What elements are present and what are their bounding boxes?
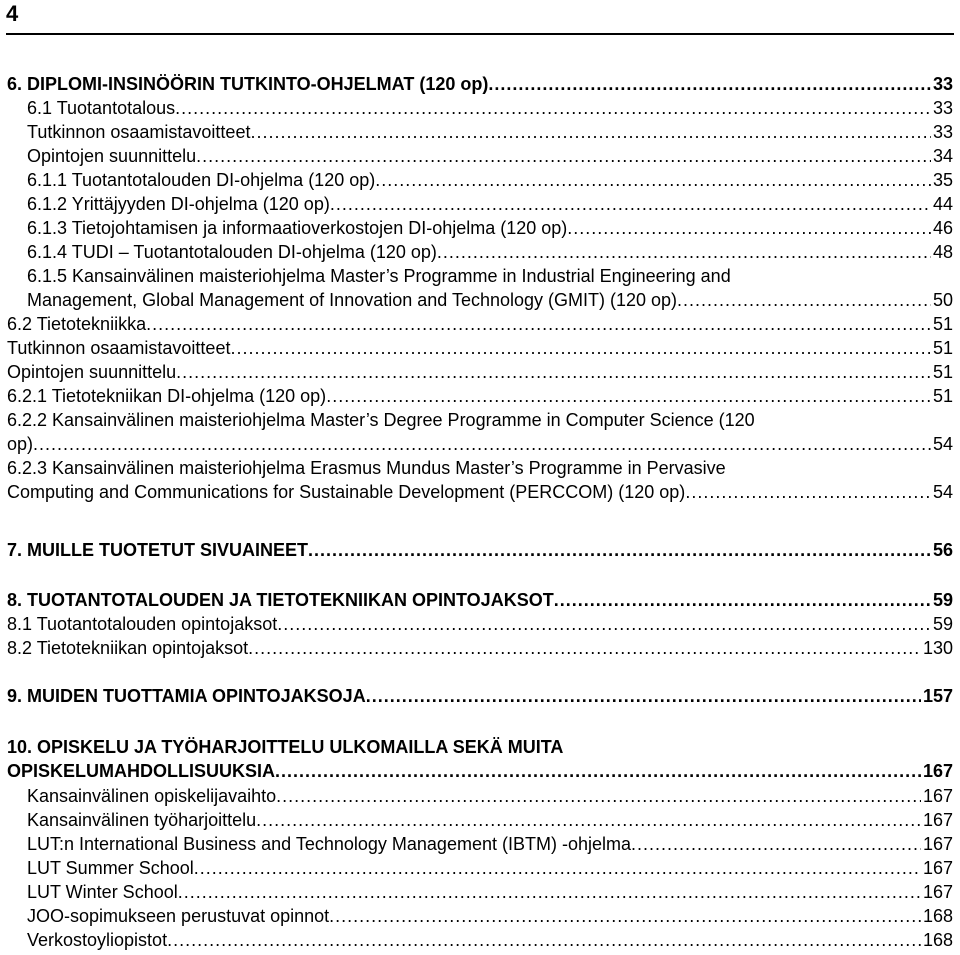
- toc-entry-title: Opintojen suunnittelu: [7, 362, 177, 382]
- dot-leader: [488, 72, 931, 96]
- toc-page-number: 167: [922, 761, 953, 781]
- toc-page-number: 59: [932, 590, 953, 610]
- toc-entry-6-2-3[interactable]: [7, 456, 953, 504]
- dot-leader: [677, 288, 931, 312]
- toc-entry-10-e[interactable]: [27, 880, 953, 904]
- toc-entry-title: JOO-sopimukseen perustuvat opinnot: [27, 906, 330, 926]
- toc-entry-title-line2: op): [7, 434, 34, 454]
- toc-entry-title: 6.2 Tietotekniikka: [7, 314, 147, 334]
- toc-page-number: 33: [932, 122, 953, 142]
- toc-page-number: 157: [922, 686, 953, 706]
- toc-page-number: 59: [932, 614, 953, 634]
- toc-entry-title: LUT Summer School: [27, 858, 194, 878]
- toc-entry-title-line2: Management, Global Management of Innovation and Technology (GMIT) (120 op): [27, 290, 678, 310]
- dot-leader: [33, 432, 931, 456]
- toc-page-number: 48: [932, 242, 953, 262]
- toc-entry-title: 9. MUIDEN TUOTTAMIA OPINTOJAKSOJA: [7, 686, 366, 706]
- toc-entry-6-2-2[interactable]: [7, 408, 953, 456]
- toc-page-number: 51: [932, 314, 953, 334]
- toc-entry-title: 6.2.1 Tietotekniikan DI-ohjelma (120 op): [7, 386, 327, 406]
- toc-entry-title-line2: OPISKELUMAHDOLLISUUKSIA: [7, 761, 276, 781]
- toc-entry-7[interactable]: [7, 538, 953, 562]
- toc-entry-6-2-plan[interactable]: [7, 360, 953, 384]
- toc-entry-title: 7. MUILLE TUOTETUT SIVUAINEET: [7, 540, 309, 560]
- toc-entry-title: 6.1.1 Tuotantotalouden DI-ohjelma (120 op): [27, 170, 376, 190]
- toc-entry-8-1[interactable]: [7, 612, 953, 636]
- toc-page-number: 34: [932, 146, 953, 166]
- dot-leader: [329, 904, 921, 928]
- toc-entry-title: Kansainvälinen opiskelijavaihto: [27, 786, 277, 806]
- toc-entry-title: Opintojen suunnittelu: [27, 146, 197, 166]
- toc-entry-10-f[interactable]: [27, 904, 953, 928]
- dot-leader: [554, 588, 931, 612]
- toc-entry-title: Tutkinnon osaamistavoitteet: [7, 338, 231, 358]
- dot-leader: [276, 784, 921, 808]
- toc-entry-9[interactable]: [7, 684, 953, 708]
- toc-entry-6-2-1[interactable]: [7, 384, 953, 408]
- toc-page-number: 168: [922, 906, 953, 926]
- toc-entry-8-2[interactable]: [7, 636, 953, 660]
- toc-page-number: 54: [932, 434, 953, 454]
- toc-page-number: 46: [932, 218, 953, 238]
- dot-leader: [685, 480, 931, 504]
- toc-page-number: 130: [922, 638, 953, 658]
- toc-entry-title-line2: Computing and Communications for Sustainable Development (PERCCOM) (120 op): [7, 482, 686, 502]
- toc-entry-6[interactable]: [7, 72, 953, 96]
- page-number: 4: [6, 1, 19, 26]
- toc-page-number: 56: [932, 540, 953, 560]
- toc-entry-title: Verkostoyliopistot: [27, 930, 168, 950]
- toc-page-number: 167: [922, 810, 953, 830]
- dot-leader: [326, 384, 931, 408]
- toc-entry-6-2[interactable]: [7, 312, 953, 336]
- dot-leader: [146, 312, 931, 336]
- dot-leader: [275, 759, 921, 783]
- toc-page-number: 167: [922, 858, 953, 878]
- toc-page-number: 50: [932, 290, 953, 310]
- toc-page-number: 167: [922, 786, 953, 806]
- toc-page-number: 33: [932, 74, 953, 94]
- toc-entry-title: LUT Winter School: [27, 882, 178, 902]
- toc-entry-10[interactable]: [7, 735, 953, 783]
- toc-entry-10-a[interactable]: [27, 784, 953, 808]
- toc-entry-6-1-goals[interactable]: [27, 120, 953, 144]
- toc-entry-title-line1: 10. OPISKELU JA TYÖHARJOITTELU ULKOMAILLA SEKÄ MUITA: [7, 737, 564, 757]
- toc-entry-10-g[interactable]: [27, 928, 953, 952]
- dot-leader: [330, 192, 931, 216]
- dot-leader: [196, 144, 931, 168]
- toc-entry-6-1-plan[interactable]: [27, 144, 953, 168]
- toc-entry-6-1-4[interactable]: [27, 240, 953, 264]
- toc-page-number: 51: [932, 362, 953, 382]
- dot-leader: [256, 808, 921, 832]
- toc-entry-6-1-5[interactable]: [27, 264, 953, 312]
- dot-leader: [250, 120, 931, 144]
- toc-page-number: 44: [932, 194, 953, 214]
- toc-entry-6-1-3[interactable]: [27, 216, 953, 240]
- toc-entry-title-line1: 6.1.5 Kansainvälinen maisteriohjelma Master’s Programme in Industrial Engineering and: [27, 266, 731, 286]
- toc-entry-8[interactable]: [7, 588, 953, 612]
- toc-entry-10-d[interactable]: [27, 856, 953, 880]
- dot-leader: [631, 832, 921, 856]
- dot-leader: [178, 880, 921, 904]
- toc-page-number: 167: [922, 834, 953, 854]
- toc-page-number: 35: [932, 170, 953, 190]
- toc-entry-6-1-1[interactable]: [27, 168, 953, 192]
- dot-leader: [167, 928, 921, 952]
- toc-entry-6-1[interactable]: [27, 96, 953, 120]
- toc-entry-title-line1: 6.2.3 Kansainvälinen maisteriohjelma Erasmus Mundus Master’s Programme in Pervasive: [7, 458, 726, 478]
- toc-entry-title: LUT:n International Business and Technology Management (IBTM) -ohjelma: [27, 834, 631, 854]
- toc-entry-6-2-goals[interactable]: [7, 336, 953, 360]
- toc-entry-title-line1: 6.2.2 Kansainvälinen maisteriohjelma Master’s Degree Programme in Computer Science (120: [7, 410, 755, 430]
- toc-entry-title: 6. DIPLOMI-INSINÖÖRIN TUTKINTO-OHJELMAT (120 op): [7, 74, 489, 94]
- toc-entry-title: 8.2 Tietotekniikan opintojaksot: [7, 638, 249, 658]
- dot-leader: [567, 216, 931, 240]
- dot-leader: [230, 336, 931, 360]
- toc-entry-title: 6.1.3 Tietojohtamisen ja informaatioverkostojen DI-ohjelma (120 op): [27, 218, 568, 238]
- dot-leader: [176, 360, 931, 384]
- toc-entry-title: 8.1 Tuotantotalouden opintojaksot: [7, 614, 278, 634]
- dot-leader: [175, 96, 931, 120]
- toc-entry-title: 6.1.2 Yrittäjyyden DI-ohjelma (120 op): [27, 194, 330, 214]
- dot-leader: [248, 636, 921, 660]
- dot-leader: [308, 538, 931, 562]
- dot-leader: [437, 240, 931, 264]
- toc-entry-title: 8. TUOTANTOTALOUDEN JA TIETOTEKNIIKAN OPINTOJAKSOT: [7, 590, 554, 610]
- toc-page-number: 54: [932, 482, 953, 502]
- toc-entry-6-1-2[interactable]: [27, 192, 953, 216]
- header-rule: [6, 33, 954, 35]
- toc-page-number: 33: [932, 98, 953, 118]
- toc-entry-title: Tutkinnon osaamistavoitteet: [27, 122, 251, 142]
- dot-leader: [194, 856, 921, 880]
- toc-entry-title: Kansainvälinen työharjoittelu: [27, 810, 257, 830]
- toc-entry-title: 6.1.4 TUDI – Tuotantotalouden DI-ohjelma (120 op): [27, 242, 437, 262]
- dot-leader: [366, 684, 921, 708]
- dot-leader: [277, 612, 931, 636]
- toc-entry-10-c[interactable]: [27, 832, 953, 856]
- toc-page-number: 51: [932, 386, 953, 406]
- toc-page-number: 168: [922, 930, 953, 950]
- toc-entry-10-b[interactable]: [27, 808, 953, 832]
- toc-entry-title: 6.1 Tuotantotalous: [27, 98, 176, 118]
- toc-page-number: 51: [932, 338, 953, 358]
- toc-page-number: 167: [922, 882, 953, 902]
- dot-leader: [375, 168, 931, 192]
